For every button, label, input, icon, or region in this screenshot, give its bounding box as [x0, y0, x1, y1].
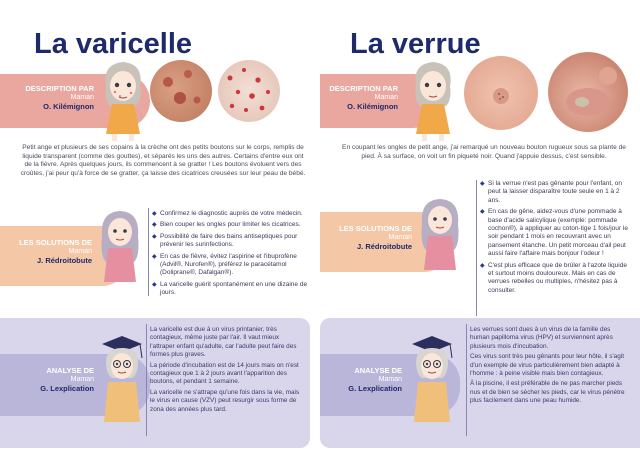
solutions-role: Maman [68, 248, 92, 255]
verrue-skin-photo-2 [548, 52, 628, 132]
solutions-role: Maman [388, 234, 412, 241]
mother-character-icon [96, 206, 144, 284]
analyse-role: Maman [70, 376, 94, 383]
analyse-divider [466, 324, 467, 436]
graduate-character-icon [96, 330, 148, 426]
verrue-solutions-label [328, 224, 412, 251]
varicelle-analyse-text [150, 326, 304, 416]
bullet-icon: ◆ [152, 233, 157, 240]
solutions-divider [476, 180, 477, 316]
graduate-character-icon [406, 330, 458, 426]
verrue-solutions-list [480, 180, 630, 298]
list-item: ◆ Si la verrue n'est pas gênante pour l'enfant, on peut la laisser disparaître toute seule en 1 à 2 ans. [480, 180, 623, 204]
list-item: ◆ Confirmez le diagnostic auprès de votre médecin. [152, 210, 303, 217]
analyse-role: Maman [378, 376, 402, 383]
description-heading: DESCRIPTION PAR [329, 84, 398, 93]
analyse-heading: ANALYSE DE [354, 366, 402, 375]
description-heading: DESCRIPTION PAR [25, 84, 94, 93]
analyse-name: G. Lexplication [348, 384, 402, 393]
solutions-heading: LES SOLUTIONS DE [19, 238, 92, 247]
analyse-paragraph: Ces virus sont très peu gênants pour leur hôte, il s'agit d'un exemple de virus particulièrement bien adapté à l'homme : à peine visible mais bien contagieux. [470, 353, 624, 378]
varicelle-skin-photo-1 [150, 60, 212, 122]
analyse-paragraph: À la piscine, il est préférable de ne pas marcher pieds nus et de bien se sécher les pieds, car le virus pénètre plus facilement dans une peau humide. [470, 380, 625, 405]
bullet-icon: ◆ [152, 211, 157, 217]
solutions-divider [148, 208, 149, 296]
list-item: ◆ Possibilité de faire des bains antiseptiques pour prévenir les surinfections. [152, 232, 298, 249]
varicelle-solutions-list [152, 210, 312, 301]
bullet-icon: ◆ [480, 209, 485, 216]
varicelle-analyse-label [10, 366, 94, 393]
description-name: O. Kilémignon [347, 102, 398, 111]
verrue-title: La verrue [350, 28, 481, 60]
list-item: ◆ La varicelle guérit spontanément en une dizaine de jours. [152, 280, 308, 297]
analyse-name: G. Lexplication [40, 384, 94, 393]
description-name: O. Kilémignon [43, 102, 94, 111]
description-role: Maman [70, 94, 94, 101]
list-item: ◆ En cas de fièvre, évitez l'aspirine et l'ibuprofène (Advil®, Nurofen®), préférez le paracétamol (Doliprane®, Dafalgan®). [152, 252, 297, 277]
verrue-analyse-label [328, 366, 402, 393]
solutions-heading: LES SOLUTIONS DE [339, 224, 412, 233]
varicelle-solutions-label [8, 238, 92, 265]
girl-character-icon [406, 56, 460, 142]
analyse-paragraph: La varicelle ne s'attrape qu'une fois dans la vie, mais le virus en cause (VZV) peut resurgir sous forme de zona des années plus tard. [150, 388, 300, 413]
verrue-intro: En coupant les ongles de petit ange, j'ai remarqué un nouveau bouton rugueux sous sa plante de pied. À sa surface, on voit un fin piqueté noir. Quand j'appuie dessus, c'est sensible. [342, 144, 626, 160]
bullet-icon: ◆ [152, 222, 157, 229]
verrue-description-label [328, 84, 398, 111]
girl-character-icon [96, 56, 150, 142]
verrue-skin-photo-1 [464, 56, 538, 130]
analyse-paragraph: La varicelle est due à un virus printanier, très contagieux, même juste par l'air. Il vaut mieux l'attraper enfant qu'adulte, car l'adulte peut faire des formes plus graves. [150, 326, 297, 359]
varicelle-description-label [10, 84, 94, 111]
verrue-page [320, 0, 640, 454]
analyse-paragraph: Les verrues sont dues à un virus de la famille des human papilloma virus (HPV) et surviennent après plusieurs mois d'incubation. [470, 326, 613, 350]
list-item: ◆ Bien couper les ongles pour limiter les cicatrices. [152, 221, 301, 229]
mother-character-icon [416, 194, 464, 272]
bullet-icon: ◆ [152, 281, 157, 288]
list-item: ◆ C'est plus efficace que de brûler à l'azote liquide et surtout moins douloureux. Mais en cas de verrues rebelles ou multiples, n'hésitez pas à consulter. [480, 261, 627, 294]
description-role: Maman [374, 94, 398, 101]
analyse-heading: ANALYSE DE [46, 366, 94, 375]
bullet-icon: ◆ [152, 253, 157, 260]
solutions-name: J. Rédroitobute [356, 242, 412, 251]
analyse-paragraph: La période d'incubation est de 14 jours mais on n'est contagieux que 1 à 2 jours avant l'apparition des boutons, et pendant 1 semaine. [150, 361, 299, 386]
verrue-analyse-text [470, 326, 630, 408]
bullet-icon: ◆ [480, 181, 485, 187]
varicelle-intro: Petit ange et plusieurs de ses copains à la crèche ont des petits boutons sur le corps, remplis de liquide transparent (comme des gouttes), et séparés les uns des autres. Certains d'entre eux ont de la fièvre. Après quelques jours, ils commencent à se gratter ! Les boutons évoluent vers des croûtes, j'ai peur qu'à force de se gratter, ça laisse des cicatrices creusées sur leur peau de bébé. [20, 144, 306, 177]
solutions-name: J. Rédroitobute [36, 256, 92, 265]
varicelle-skin-photo-2 [218, 60, 280, 122]
list-item: ◆ En cas de gêne, aidez-vous d'une pommade à base d'acide salicylique (exemple: pommade cochon®), à appliquer au coton-tige 1 fois/jour le soir pendant 1 mois en recouvrant avec un pansement étanche. Un petit morceau d'ail peut aussi faire l'affaire mais bonjour l'odeur ! [480, 208, 628, 258]
analyse-divider [146, 324, 147, 436]
varicelle-title: La varicelle [34, 28, 192, 60]
bullet-icon: ◆ [480, 262, 485, 269]
